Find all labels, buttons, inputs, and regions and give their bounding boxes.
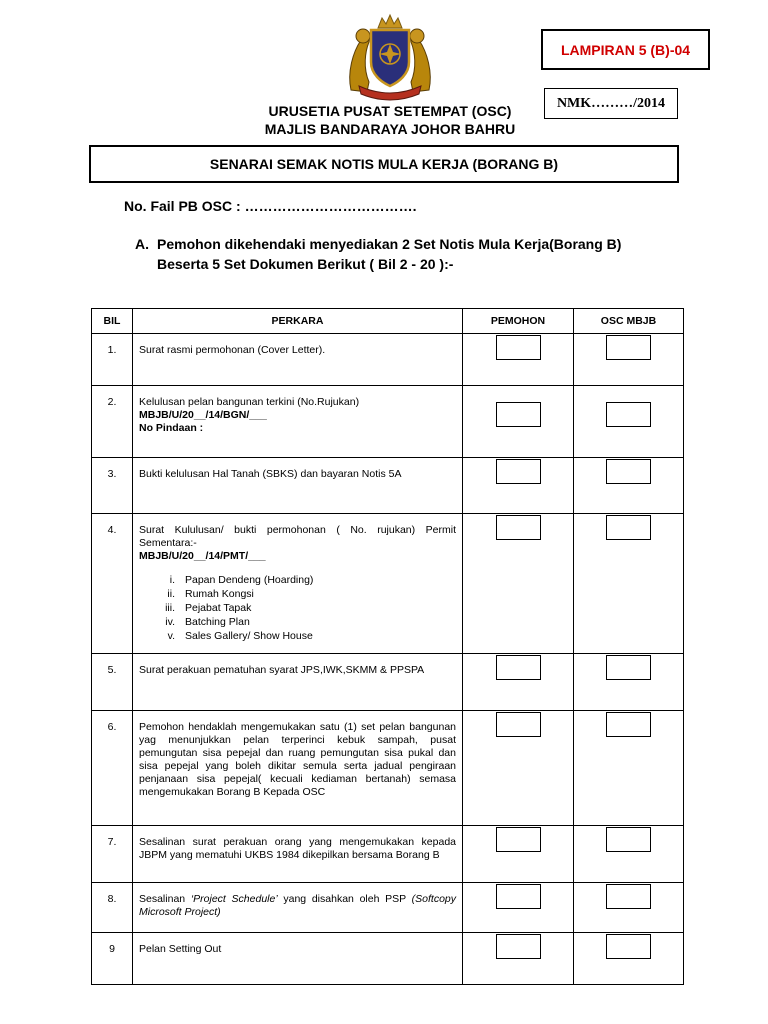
pemohon-checkbox[interactable] [496,402,541,427]
row-item-text: Surat perakuan pematuhan syarat JPS,IWK,SKMM & PPSPA [133,654,463,711]
row-item-text: Kelulusan pelan bangunan terkini (No.Rujukan) [139,396,360,408]
header-bil: BIL [92,309,133,334]
table-row [92,386,684,458]
organization-name-line1: URUSETIA PUSAT SETEMPAT (OSC) [268,103,512,119]
row-number: 3. [92,458,133,514]
permit-sublist [139,573,456,643]
osc-checkbox[interactable] [606,459,651,484]
row-number: 8. [92,883,133,933]
row-number: 4. [92,514,133,654]
row-item-text: Pemohon hendaklah mengemukakan satu (1) set pelan bangunan yag menunjukkan pelan terperinci kebuk sampah, pusat pemungutan sisa pepejal dan ruang pemungutan sisa pukal dan sisa pepejal yang boleh dikitar semula serta jadual pengiraan penjanaan sisa pepejal( kecuali kediaman bertanah) semasa mengemukakan Borang B Kepada OSC [133,711,463,826]
row-number: 9 [92,933,133,985]
reference-number: MBJB/U/20__/14/BGN/___ [139,409,267,421]
table-header-row [92,309,684,334]
document-title: SENARAI SEMAK NOTIS MULA KERJA (BORANG B) [89,145,679,183]
osc-checkbox[interactable] [606,655,651,680]
osc-checkbox[interactable] [606,884,651,909]
table-row [92,654,684,711]
pemohon-checkbox[interactable] [496,335,541,360]
lampiran-label: LAMPIRAN 5 (B)-04 [541,29,710,70]
row-number: 7. [92,826,133,883]
list-item: i. Papan Dendeng (Hoarding) [169,574,314,586]
table-row [92,711,684,826]
osc-checkbox[interactable] [606,402,651,427]
row-item-text: Surat Kululusan/ bukti permohonan ( No. rujukan) Permit Sementara:- [139,524,456,549]
osc-checkbox[interactable] [606,934,651,959]
row-item-text: Sesalinan surat perakuan orang yang mengemukakan kepada JBPM yang mematuhi UKBS 1984 dikepilkan bersama Borang B [133,826,463,883]
osc-checkbox[interactable] [606,515,651,540]
row-item-text: Surat rasmi permohonan (Cover Letter). [133,334,463,386]
list-item: ii. Rumah Kongsi [167,588,254,600]
header-pemohon: PEMOHON [463,309,574,334]
row-item-text: Pelan Setting Out [133,933,463,985]
checklist-table [91,308,684,985]
organization-name-line2: MAJLIS BANDARAYA JOHOR BAHRU [264,121,516,137]
pemohon-checkbox[interactable] [496,459,541,484]
table-row [92,458,684,514]
row-number: 1. [92,334,133,386]
nmk-reference-box: NMK………/2014 [544,88,678,119]
file-number-line: No. Fail PB OSC : ………………………………. [124,198,417,214]
reference-number: MBJB/U/20__/14/PMT/___ [139,550,266,562]
pemohon-checkbox[interactable] [496,934,541,959]
table-row [92,514,684,654]
instruction-letter: A. [135,236,149,252]
table-row [92,933,684,985]
instruction-line1: Pemohon dikehendaki menyediakan 2 Set Notis Mula Kerja(Borang B) [157,236,622,252]
list-item: v. Sales Gallery/ Show House [167,630,313,642]
row-item-text: Sesalinan ‘Project Schedule’ yang disahkan oleh PSP (Softcopy Microsoft Project) [133,883,463,933]
osc-checkbox[interactable] [606,827,651,852]
pemohon-checkbox[interactable] [496,712,541,737]
row-number: 5. [92,654,133,711]
row-number: 2. [92,386,133,458]
osc-checkbox[interactable] [606,712,651,737]
header-osc-mbjb: OSC MBJB [574,309,684,334]
pemohon-checkbox[interactable] [496,827,541,852]
row-item-text: Bukti kelulusan Hal Tanah (SBKS) dan bayaran Notis 5A [133,458,463,514]
pemohon-checkbox[interactable] [496,515,541,540]
table-row [92,826,684,883]
table-row [92,883,684,933]
row-number: 6. [92,711,133,826]
pemohon-checkbox[interactable] [496,884,541,909]
header-perkara: PERKARA [133,309,463,334]
amendment-number: No Pindaan : [139,422,204,434]
pemohon-checkbox[interactable] [496,655,541,680]
list-item: iii. Pejabat Tapak [165,602,252,614]
table-row [92,334,684,386]
instruction-line2: Beserta 5 Set Dokumen Berikut ( Bil 2 - 20 ):- [157,256,454,272]
list-item: iv. Batching Plan [165,616,250,628]
osc-checkbox[interactable] [606,335,651,360]
mbjb-crest-logo [345,12,435,102]
instruction-block [135,234,621,274]
